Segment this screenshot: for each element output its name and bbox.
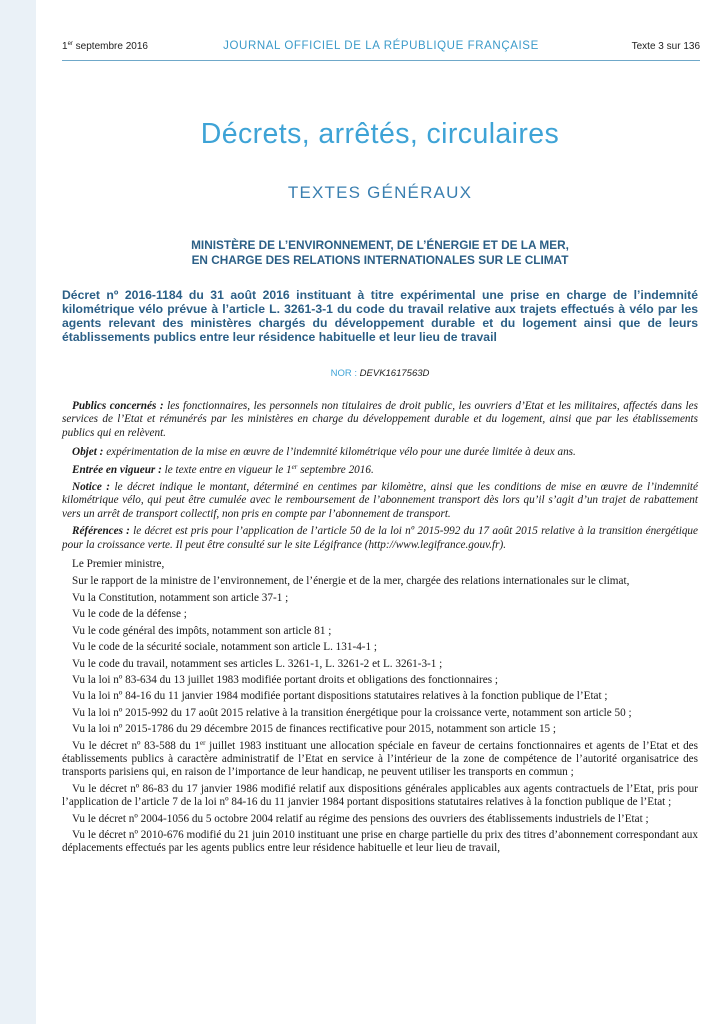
ministry-line-1: MINISTÈRE DE L’ENVIRONNEMENT, DE L’ÉNERGIE ET DE LA MER,	[191, 238, 569, 252]
vu-item: Vu le code du travail, notamment ses articles L. 3261-1, L. 3261-2 et L. 3261-3-1 ;	[72, 657, 443, 670]
ministry-line-2: EN CHARGE DES RELATIONS INTERNATIONALES SUR LE CLIMAT	[191, 253, 569, 267]
vu-item: Vu le code général des impôts, notamment son article 81 ;	[72, 624, 332, 637]
vu-item: Vu le décret nº 86-83 du 17 janvier 1986 modifié relatif aux dispositions générales applicables aux agents contractuels de l’Etat, pris pour l’application de l’article 7 de la loi nº 84-16 du 11 janvier 1984 portant dispositions statutaires relatives à la fonction publique de l’Etat ;	[62, 782, 698, 809]
decree-body	[62, 400, 698, 859]
texte-number: Texte 3 sur 136	[631, 41, 700, 52]
summary-notice: Notice : le décret indique le montant, déterminé en centimes par kilomètre, ainsi que les conditions de mise en œuvre de l’indemnité kilométrique vélo, qui peut être cumulée avec le remboursement de l’abonnement transport dès lors qu’il s’agit d’un trajet de rabattement vers un arrêt de transport collectif, non pris en compte par l’abonnement de transport.	[62, 481, 698, 520]
section-title: Décrets, arrêtés, circulaires	[200, 118, 560, 150]
vu-item: Vu le code de la sécurité sociale, notamment son article L. 131-4-1 ;	[72, 641, 378, 654]
vu-item: Vu la loi nº 2015-992 du 17 août 2015 relative à la transition énergétique pour la croissance verte, notamment son article 50 ;	[72, 706, 632, 719]
page-margin	[0, 0, 36, 1024]
nor-reference	[36, 368, 724, 379]
vu-item: Vu la Constitution, notamment son article 37-1 ;	[72, 591, 289, 604]
vu-item: Vu la loi nº 2015-1786 du 29 décembre 2015 de finances rectificative pour 2015, notamment son article 15 ;	[72, 723, 557, 736]
vu-item: Vu le code de la défense ;	[72, 608, 187, 621]
vu-item: Vu la loi nº 84-16 du 11 janvier 1984 modifiée portant dispositions statutaires relatives à la fonction publique de l’Etat ;	[72, 690, 608, 703]
ministry-heading	[72, 238, 688, 268]
rapport-paragraph: Sur le rapport de la ministre de l’environnement, de l’énergie et de la mer, chargée des relations internationales sur le climat,	[72, 575, 630, 588]
premier-ministre: Le Premier ministre,	[72, 558, 165, 571]
sub-title: TEXTES GÉNÉRAUX	[287, 183, 473, 202]
header-date: 1er septembre 2016	[62, 41, 148, 52]
nor-value: DEVK1617563D	[359, 368, 430, 379]
summary-entree: Entrée en vigueur : le texte entre en vigueur le 1er septembre 2016.	[72, 462, 374, 476]
summary-references: Références : le décret est pris pour l’application de l’article 50 de la loi nº 2015-992 du 17 août 2015 relative à la transition énergétique pour la croissance verte. Il peut être consulté sur le site Légifrance (http://www.legifrance.gouv.fr).	[62, 525, 698, 551]
vu-item: Vu le décret nº 2010-676 modifié du 21 juin 2010 instituant une prise en charge partielle du prix des titres d’abonnement correspondant aux déplacements effectués par les agents publics entre leur résidence habituelle et leur lieu de travail,	[62, 828, 698, 855]
vu-item: Vu le décret nº 83-588 du 1er juillet 1983 instituant une allocation spéciale en faveur de certains fonctionnaires et agents de l’Etat et des établissements publics à caractère administratif de l’Etat en service à l’intérieur de la zone de compétence de l’autorité organisatrice des transports parisiens qui, en raison de l’importance de leur handicap, ne peuvent utiliser les transports en commun ;	[62, 738, 698, 779]
nor-label: NOR :	[330, 368, 360, 379]
top-band	[36, 0, 724, 34]
summary-publics: Publics concernés : les fonctionnaires, les personnels non titulaires de droit public, les ouvriers d’Etat et les militaires, affectés dans les services de l’Etat et rémunérés par les ministères en charge du développement durable et du logement, ainsi que par les établissements publics qui en relèvent.	[62, 400, 698, 439]
journal-header	[62, 40, 700, 61]
document-page	[36, 0, 724, 1024]
vu-item: Vu le décret nº 2004-1056 du 5 octobre 2004 relatif au régime des pensions des ouvriers des établissements industriels de l’Etat ;	[72, 812, 649, 825]
summary-objet: Objet : expérimentation de la mise en œuvre de l’indemnité kilométrique vélo pour une durée limitée à deux ans.	[72, 446, 576, 459]
vu-item: Vu la loi nº 83-634 du 13 juillet 1983 modifiée portant droits et obligations des fonctionnaires ;	[72, 673, 498, 686]
decree-title: Décret nº 2016-1184 du 31 août 2016 instituant à titre expérimental une prise en charge de l’indemnité kilométrique vélo prévue à l’article L. 3261-3-1 du code du travail relative aux trajets effectués à vélo par les agents relevant des ministères chargés du développement durable et du logement ainsi que de leurs établissements publics entre leur résidence habituelle et leur lieu de travail	[62, 288, 698, 344]
journal-name: JOURNAL OFFICIEL DE LA RÉPUBLIQUE FRANÇAISE	[223, 40, 539, 52]
